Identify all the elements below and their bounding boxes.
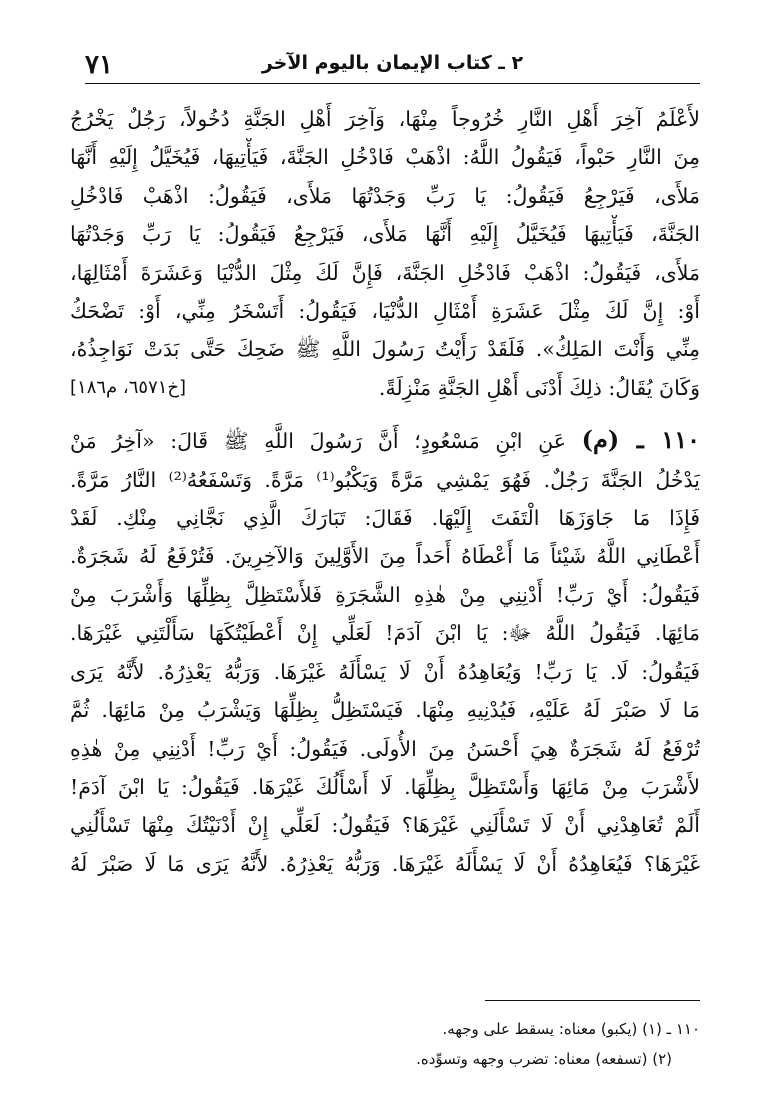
paragraph-gap (70, 407, 700, 421)
text-line: الجَنَّةَ، فَيَأْتِيهَا فَيُخَيَّلُ إِلَيْهِ أَنَّهَا مَلأَى، فَيَرْجِعُ فَيَقُولُ: يَا رَبِّ وَجَدْتُهَا (70, 222, 700, 247)
text-line: مِنَ النَّارِ حَبْواً، فَيَقُولُ اللَّهُ: اذْهَبْ فَادْخُلِ الجَنَّةَ، فَيَأْتِيهَا، فَيُخَيَّلُ إِلَيْهِ أَنَّهَا (70, 145, 700, 170)
text-line: تُرْفَعُ لَهُ شَجَرَةٌ هِيَ أَحْسَنُ مِنَ الأُولَى. فَيَقُولُ: أَيْ رَبِّ! أَدْنِنِي مِنْ هٰذِهِ (70, 736, 700, 761)
text-line: مَلأَى، فَيَرْجِعُ فَيَقُولُ: يَا رَبِّ وَجَدْتُهَا مَلأَى، فَيَقُولُ: اذْهَبْ فَادْخُلِ (70, 183, 700, 208)
text-line: فَيَقُولُ: لَا. يَا رَبِّ! وَيُعَاهِدُهُ أَنْ لَا يَسْأَلَهُ غَيْرَهَا. وَرَبُّهُ يَعْذِرُهُ. لأَنَّهُ يَرَى (70, 659, 700, 684)
text-line: مَائِهَا. فَيَقُولُ اللَّهُ ﷻ: يَا ابْنَ آدَمَ! لَعَلِّي إِنْ أَعْطَيْتُكَهَا سَأَلْتَنِي غَيْرَهَا. (70, 621, 700, 646)
page-header (85, 50, 700, 84)
chapter-title: ٢ ـ كتاب الإيمان باليوم الآخر (261, 52, 524, 74)
text-line: يَدْخُلُ الجَنَّةَ رَجُلٌ. فَهُوَ يَمْشِي مَرَّةً وَيَكْبُو⁽¹⁾ مَرَّةً. وَتَسْفَعُهُ⁽²⁾ النَّارُ مَرَّةً. (70, 467, 700, 492)
text-line: مِنِّي وَأَنْتَ المَلِكُ». فَلَقَدْ رَأَيْتُ رَسُولَ اللَّهِ ﷺ ضَحِكَ حَتَّى بَدَتْ نَوَاجِذُهُ، (70, 337, 700, 362)
closing-text: وَكَانَ يُقَالُ: ذلِكَ أَدْنَى أَهْلِ الجَنَّةِ مَنْزِلَةً. (378, 375, 700, 400)
hadith-closing-line (70, 369, 700, 407)
text-line: لأَعْلَمُ آخِرَ أَهْلِ النَّارِ خُرُوجاً مِنْهَا، وَآخِرَ أَهْلِ الجَنَّةِ دُخُولاً، رَجُلٌ يَخْرُجُ (70, 107, 700, 131)
hadith-reference: [خ٦٥٧١، م١٨٦] (70, 376, 187, 398)
text-line: أَلَمْ تُعَاهِدْنِي أَنْ لَا تَسْأَلَنِي غَيْرَهَا؟ فَيَقُولُ: لَعَلِّي إِنْ أَدْنَيْتُكَ مِنْهَا تَسْأَلُنِي (70, 813, 700, 838)
text-line: غَيْرَهَا؟ فَيُعَاهِدُهُ أَنْ لَا يَسْأَلَهُ غَيْرَهَا. وَرَبُّهُ يَعْذِرُهُ. لأَنَّهُ يَرَى مَا لَا صَبْرَ لَهُ (70, 851, 700, 876)
footnote-divider (485, 1000, 700, 1001)
text-line: مَا لَا صَبْرَ لَهُ عَلَيْهِ، فَيُدْنِيهِ مِنْهَا. فَيَسْتَظِلُّ بِظِلِّهَا وَيَشْرَبُ مِنْ مَائِهَا. ثُمَّ (70, 698, 700, 723)
header-divider (85, 83, 700, 84)
text-line: أَعْطَانِي اللَّهُ شَيْئاً مَا أَعْطَاهُ أَحَداً مِنَ الأَوَّلِينَ وَالآخِرِينَ. فَتُرْفَعُ لَهُ شَجَرَةٌ. (70, 544, 700, 569)
hadith-number: ١١٠ ـ (م) (581, 425, 700, 455)
hadith-first-line-text: عَنِ ابْنِ مَسْعُودٍ؛ أَنَّ رَسُولَ اللَّهِ ﷺ قَالَ: «آخِرُ مَنْ (70, 429, 566, 454)
footnote-2: (٢) (تسفعه) معناه: تضرب وجهه وتسوِّده. (416, 1050, 672, 1068)
footnotes (200, 1014, 700, 1074)
text-line: مَلأَى، فَيَقُولُ: اذْهَبْ فَادْخُلِ الجَنَّةَ، فَإِنَّ لَكَ مِثْلَ الدُّنْيَا وَعَشَرَةَ أَمْثَالِهَا، (70, 260, 700, 285)
text-line: فَيَقُولُ: أَيْ رَبِّ! أَدْنِنِي مِنْ هٰذِهِ الشَّجَرَةِ فَلأَسْتَظِلَّ بِظِلِّهَا وَأَشْرَبَ مِنْ (70, 582, 700, 607)
text-line: لأَشْرَبَ مِنْ مَائِهَا وَأَسْتَظِلَّ بِظِلِّهَا. لَا أَسْأَلُكَ غَيْرَهَا. فَيَقُولُ: يَا ابْنَ آدَمَ! (70, 774, 700, 799)
footnote-1: ١١٠ ـ (١) (يكبو) معناه: يسقط على وجهه. (442, 1020, 700, 1038)
hadith-first-line (70, 421, 700, 460)
page-number: ٧١ (85, 50, 113, 80)
text-line: فَإِذَا مَا جَاوَزَهَا الْتَفَتَ إِلَيْهَا. فَقَالَ: تَبَارَكَ الَّذِي نَجَّانِي مِنْكِ. لَقَدْ (70, 506, 700, 531)
main-text (70, 100, 700, 883)
text-line: أَوْ: إِنَّ لَكَ مِثْلَ عَشَرَةِ أَمْثَالِ الدُّنْيَا، فَيَقُولُ: أَتَسْخَرُ مِنِّي، أَوْ: تَضْحَكُ (70, 299, 700, 324)
